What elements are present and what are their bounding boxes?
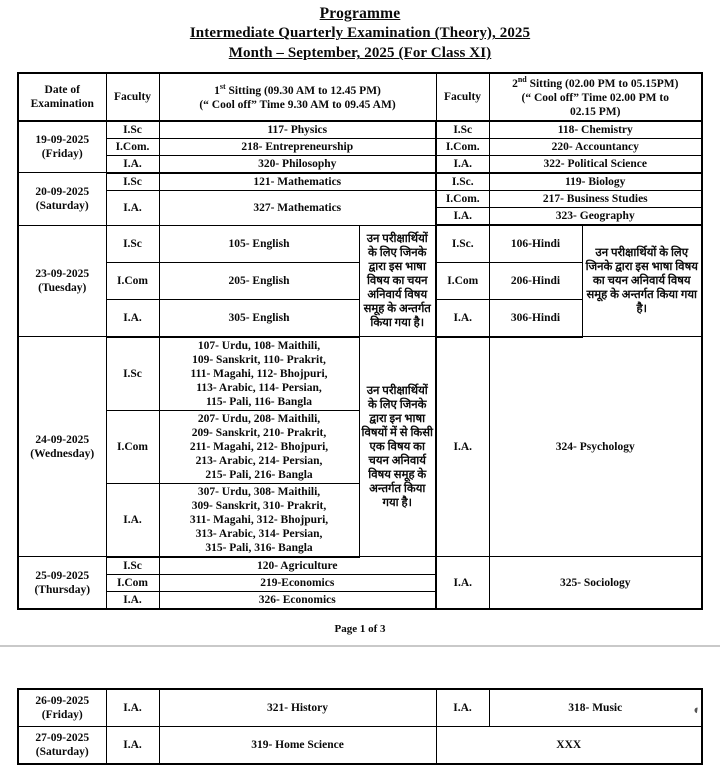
language-line: 109- Sanskrit, 110- Prakrit, (192, 353, 326, 366)
subject-cell: 206-Hindi (489, 262, 582, 299)
faculty-cell: I.Sc (436, 121, 489, 139)
header-faculty-2: Faculty (436, 73, 489, 121)
language-line: 111- Magahi, 112- Bhojpuri, (190, 367, 328, 380)
note-cell-hindi-right: उन परीक्षार्थियों के लिए जिनके द्वारा इस भाषा विषय का चयन अनिवार्य विषय समूह के अन्तर्गत किया गया है। (582, 225, 702, 337)
faculty-cell: I.Com. (436, 138, 489, 155)
subject-cell-languages (159, 410, 359, 483)
exam-programme-page-2 (0, 688, 720, 765)
table-row (18, 138, 702, 155)
table-row (18, 689, 702, 727)
exam-date-24-09 (18, 337, 106, 557)
exam-title: Intermediate Quarterly Examination (Theory), 2025 (189, 25, 531, 42)
subject-cell: XXX (436, 727, 702, 765)
subject-cell: 219-Economics (159, 574, 436, 591)
table-row (18, 557, 702, 575)
exam-schedule-table (17, 72, 703, 610)
faculty-cell: I.Sc. (436, 173, 489, 191)
second-sitting-line1: 2nd Sitting (02.00 PM to 05.15PM) (512, 75, 679, 90)
table-row (18, 155, 702, 173)
language-line: 211- Magahi, 212- Bhojpuri, (189, 440, 329, 453)
page-number-footer: Page 1 of 3 (334, 622, 386, 635)
faculty-cell: I.Com. (106, 138, 159, 155)
faculty-cell: I.Com (106, 410, 159, 483)
language-line: 207- Urdu, 208- Maithili, (197, 412, 321, 425)
day-value: (Tuesday) (38, 281, 87, 294)
date-value: 23-09-2025 (35, 267, 90, 280)
faculty-cell: I.A. (436, 299, 489, 337)
header-second-sitting (489, 73, 702, 121)
subject-cell: 218- Entrepreneurship (159, 138, 436, 155)
language-line: 209- Sanskrit, 210- Prakrit, (191, 426, 327, 439)
faculty-cell: I.A. (106, 483, 159, 557)
page-separator (0, 645, 720, 647)
exam-schedule-table-continued (17, 688, 703, 765)
first-sitting-ordinal-sup: st (219, 82, 226, 92)
faculty-cell: I.Sc (106, 337, 159, 411)
scan-artifact-mark: ◖ (691, 701, 701, 718)
faculty-cell: I.Sc (106, 173, 159, 191)
subject-cell: 321- History (159, 689, 436, 727)
day-value: (Friday) (41, 148, 83, 161)
subject-cell: 117- Physics (159, 121, 436, 139)
faculty-cell: I.A. (436, 155, 489, 173)
subject-cell: 205- English (159, 262, 359, 299)
subject-cell: 120- Agriculture (159, 557, 436, 575)
document-titles (0, 0, 720, 64)
subject-cell: 319- Home Science (159, 727, 436, 765)
header-first-sitting (159, 73, 436, 121)
subject-cell: 217- Business Studies (489, 190, 702, 207)
faculty-cell: I.A. (106, 591, 159, 609)
language-line: 113- Arabic, 114- Persian, (196, 381, 322, 394)
language-line: 307- Urdu, 308- Maithili, (197, 485, 321, 498)
first-sitting-line1: 1st Sitting (09.30 AM to 12.45 PM) (214, 82, 381, 97)
faculty-cell: I.A. (106, 299, 159, 337)
language-line: 311- Magahi, 312- Bhojpuri, (189, 513, 329, 526)
language-line: 215- Pali, 216- Bangla (205, 468, 313, 481)
second-sitting-line3: 02.15 PM) (570, 105, 621, 118)
subject-cell: 323- Geography (489, 208, 702, 226)
faculty-cell: I.A. (436, 689, 489, 727)
subject-cell: 327- Mathematics (159, 190, 436, 225)
subject-cell-languages (159, 483, 359, 557)
date-value: 26-09-2025 (35, 695, 90, 707)
note-cell-hindi-languages: उन परीक्षार्थियों के लिए जिनके द्वारा इन भाषा विषयों में से किसी एक विषय का चयन अनिवार्य विषय समूह के अन्तर्गत किया गया है। (359, 337, 436, 557)
date-value: 24-09-2025 (35, 433, 90, 446)
subject-cell: 325- Sociology (489, 557, 702, 609)
faculty-cell: I.Sc. (436, 225, 489, 262)
first-sitting-line2: (“ Cool off” Time 9.30 AM to 09.45 AM) (199, 98, 396, 111)
exam-date-20-09 (18, 173, 106, 225)
second-sitting-ordinal-sup: nd (517, 75, 527, 85)
faculty-cell: I.A. (106, 689, 159, 727)
language-line: 313- Arabic, 314- Persian, (195, 527, 323, 540)
day-value: (Friday) (41, 709, 83, 722)
day-value: (Thursday) (34, 583, 91, 596)
faculty-cell: I.Sc (106, 557, 159, 575)
subject-cell-languages (159, 337, 359, 411)
subject-cell: 106-Hindi (489, 225, 582, 262)
faculty-cell: I.Com (436, 262, 489, 299)
exam-month-class: Month – September, 2025 (For Class XI) (228, 45, 492, 62)
page-title: Programme (319, 5, 401, 22)
faculty-cell: I.Com (106, 262, 159, 299)
exam-date-25-09 (18, 557, 106, 609)
language-line: 107- Urdu, 108- Maithili, (197, 339, 321, 352)
language-line: 115- Pali, 116- Bangla (205, 395, 313, 408)
faculty-cell: I.A. (106, 727, 159, 765)
faculty-cell: I.Com (106, 574, 159, 591)
faculty-cell: I.Sc (106, 225, 159, 262)
table-header-row (18, 73, 702, 121)
header-date-of-examination: Date of Examination (18, 73, 106, 121)
faculty-cell: I.Com. (436, 190, 489, 207)
date-value: 19-09-2025 (35, 134, 90, 147)
date-value: 27-09-2025 (35, 732, 90, 745)
subject-cell: 322- Political Science (489, 155, 702, 173)
language-line: 315- Pali, 316- Bangla (205, 541, 313, 554)
faculty-cell: I.A. (436, 208, 489, 226)
subject-cell: 220- Accountancy (489, 138, 702, 155)
subject-cell: 320- Philosophy (159, 155, 436, 173)
faculty-cell: I.A. (106, 190, 159, 225)
note-cell-hindi-left: उन परीक्षार्थियों के लिए जिनके द्वारा इस भाषा विषय का चयन अनिवार्य विषय समूह के अन्तर्गत किया गया है। (359, 225, 436, 337)
faculty-cell: I.A. (436, 337, 489, 557)
exam-date-19-09 (18, 121, 106, 173)
table-row (18, 225, 702, 262)
subject-cell: 306-Hindi (489, 299, 582, 337)
subject-cell: 121- Mathematics (159, 173, 436, 191)
subject-cell: 326- Economics (159, 591, 436, 609)
day-value: (Saturday) (35, 746, 89, 759)
day-value: (Wednesday) (30, 447, 95, 460)
subject-cell: 119- Biology (489, 173, 702, 191)
subject-cell: 318- Music (489, 689, 702, 727)
date-value: 20-09-2025 (35, 185, 90, 198)
subject-cell: 305- English (159, 299, 359, 337)
table-row (18, 727, 702, 765)
table-row (18, 173, 702, 191)
table-row (18, 190, 702, 207)
language-line: 309- Sanskrit, 310- Prakrit, (191, 499, 327, 512)
table-row (18, 337, 702, 411)
language-line: 213- Arabic, 214- Persian, (195, 454, 323, 467)
subject-cell: 118- Chemistry (489, 121, 702, 139)
second-sitting-line2: (“ Cool off” Time 02.00 PM to (521, 91, 669, 104)
exam-date-27-09 (18, 727, 106, 765)
exam-date-26-09 (18, 689, 106, 727)
subject-cell: 324- Psychology (489, 337, 702, 557)
faculty-cell: I.A. (106, 155, 159, 173)
date-value: 25-09-2025 (35, 569, 90, 582)
faculty-cell: I.A. (436, 557, 489, 609)
subject-cell: 105- English (159, 225, 359, 262)
table-row (18, 121, 702, 139)
faculty-cell: I.Sc (106, 121, 159, 139)
day-value: (Saturday) (35, 199, 89, 212)
exam-date-23-09 (18, 225, 106, 337)
header-faculty-1: Faculty (106, 73, 159, 121)
